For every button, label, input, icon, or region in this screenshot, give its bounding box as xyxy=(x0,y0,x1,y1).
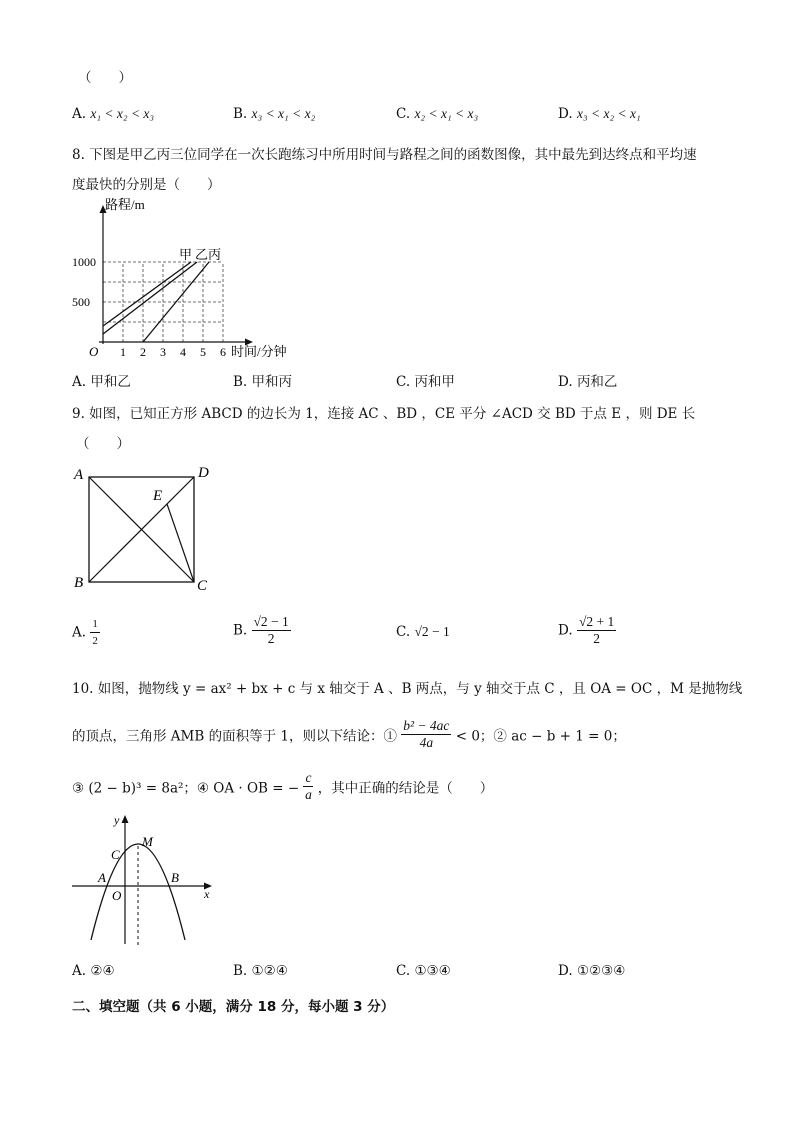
q9-option-b[interactable]: B. $\frac{√2 - 1}{2}$ xyxy=(233,614,289,646)
series-line-2 xyxy=(103,262,197,334)
series-line-1 xyxy=(103,262,191,326)
fraction: $\frac{1}{2}$ xyxy=(92,618,98,647)
fraction: $\frac{√2 - 1}{2}$ xyxy=(253,614,289,646)
q9-stem-line2: （ ） xyxy=(76,436,130,452)
legend-label-series-1: 甲 xyxy=(179,247,193,262)
label-m: M xyxy=(142,834,153,849)
label-b: B xyxy=(171,870,179,885)
q7-option-b[interactable]: B. x₃ < x₁ < x₂ xyxy=(233,106,316,122)
q8-distance-time-chart xyxy=(70,195,340,365)
fraction-discriminant: $\frac{\text{b² − 4ac}}{4a}$ xyxy=(403,718,450,750)
q7-paren: （ ） xyxy=(78,70,132,86)
q10-stem-line1: 10. 如图，抛物线 y = ax² + bx + c 与 x 轴交于 A 、B 两点，与 y 轴交于点 C ，且 OA = OC ，M 是抛物线 xyxy=(72,681,743,697)
y-axis-title: 路程/m xyxy=(105,197,145,212)
q10-option-a[interactable]: A. ②④ xyxy=(72,963,115,979)
x-axis-title: 时间/分钟 xyxy=(231,344,287,359)
label-x: x xyxy=(204,887,210,901)
x-tick-label: 1 xyxy=(120,345,126,359)
fraction-c-over-a: $\frac{c}{a}$ xyxy=(305,770,312,802)
x-tick-label: 4 xyxy=(180,345,186,359)
y-tick-label: 1000 xyxy=(72,255,96,269)
q8-option-b[interactable]: B. 甲和丙 xyxy=(233,374,293,390)
q10-option-c[interactable]: C. ①③④ xyxy=(396,963,451,979)
x-tick-label: 3 xyxy=(160,345,166,359)
label-c: C xyxy=(111,847,120,862)
label-y: y xyxy=(114,813,120,827)
q10-parabola-figure xyxy=(70,812,220,952)
chart-grid xyxy=(103,262,223,342)
q7-option-a[interactable]: A. x₁ < x₂ < x₃ xyxy=(72,106,155,122)
q8-stem-line1: 8. 下图是甲乙丙三位同学在一次长跑练习中所用时间与路程之间的函数图像，其中最先到达终点和平均速 xyxy=(72,147,697,163)
segment-ce xyxy=(167,504,194,582)
x-tick-label: 6 xyxy=(220,345,226,359)
legend-label-series-2: 乙 xyxy=(195,247,209,262)
x-tick-label: 5 xyxy=(200,345,206,359)
label-b: B xyxy=(74,575,84,591)
q9-square-figure xyxy=(70,460,220,600)
chart-axes xyxy=(99,205,253,346)
q10-stem-line2: 的顶点，三角形 AMB 的面积等于 1，则以下结论：① $\frac{\text{b² − 4ac}}{4a}$ < 0；② ac − b + 1 = 0； xyxy=(72,718,626,750)
section-2-title: 二、填空题（共 6 小题，满分 18 分，每小题 3 分） xyxy=(72,999,395,1015)
label-a: A xyxy=(98,870,106,885)
label-e: E xyxy=(153,488,163,504)
fraction: $\frac{√2 + 1}{2}$ xyxy=(578,614,615,646)
label-o: O xyxy=(112,888,122,903)
q7-option-c[interactable]: C. x₂ < x₁ < x₃ xyxy=(396,106,479,122)
q9-option-a[interactable]: A. $\frac{1}{2}$ xyxy=(72,618,98,647)
x-tick-label: 2 xyxy=(140,345,146,359)
q9-stem-line1: 9. 如图，已知正方形 ABCD 的边长为 1，连接 AC 、BD ，CE 平分 ∠ACD 交 BD 于点 E ，则 DE 长 xyxy=(72,406,696,422)
q10-option-b[interactable]: B. ①②④ xyxy=(233,963,288,979)
chart-labels xyxy=(72,197,287,359)
label-d: D xyxy=(198,465,209,481)
legend-label-series-3: 丙 xyxy=(208,247,222,262)
q10-stem-line3: ③ (2 − b)³ = 8a²；④ OA · OB = − $\frac{c}{a}$ ，其中正确的结论是（ ） xyxy=(72,770,494,802)
q8-option-d[interactable]: D. 丙和乙 xyxy=(558,374,618,390)
q9-option-d[interactable]: D. $\frac{√2 + 1}{2}$ xyxy=(558,614,615,646)
q8-option-c[interactable]: C. 丙和甲 xyxy=(396,374,455,390)
q8-stem-line2: 度最快的分别是（ ） xyxy=(72,177,221,193)
y-axis-arrow xyxy=(122,815,129,823)
q8-option-a[interactable]: A. 甲和乙 xyxy=(72,374,131,390)
y-tick-label: 500 xyxy=(72,295,90,309)
q9-option-c[interactable]: C. √2 − 1 xyxy=(396,624,450,640)
origin-label: O xyxy=(89,344,99,359)
label-c: C xyxy=(197,578,208,594)
q7-option-d[interactable]: D. x₃ < x₂ < x₁ xyxy=(558,106,641,122)
q10-option-d[interactable]: D. ①②③④ xyxy=(558,963,626,979)
label-a: A xyxy=(74,467,84,483)
